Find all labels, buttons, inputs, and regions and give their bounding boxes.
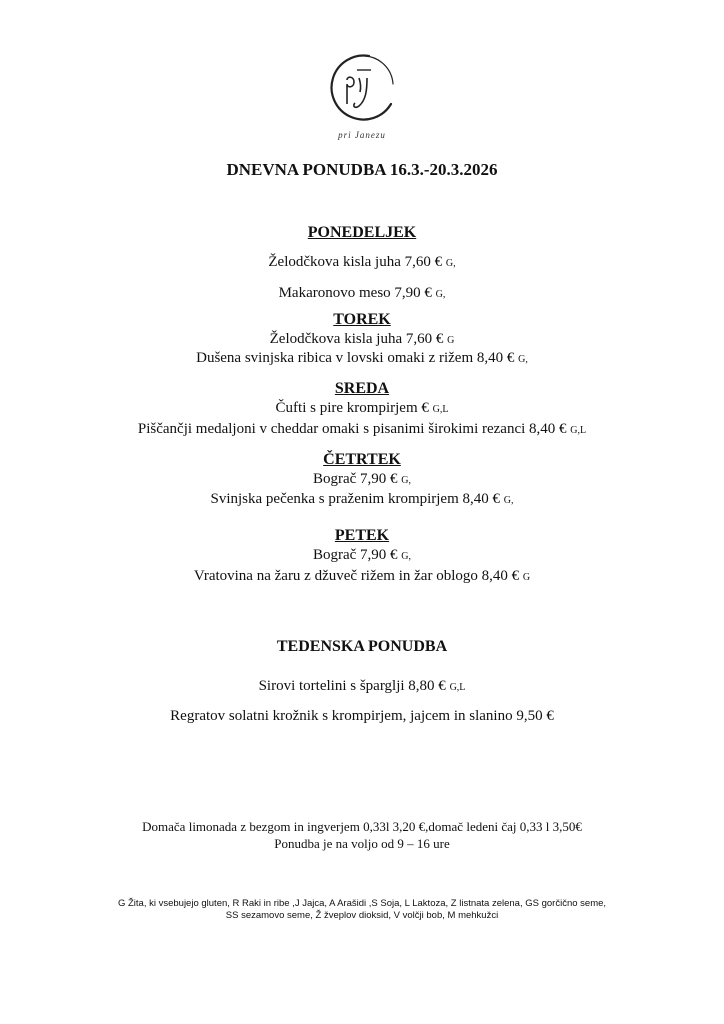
menu-item: Piščančji medaljoni v cheddar omaki s pisanimi širokimi rezanci 8,40 € G,L: [137, 421, 587, 437]
menu-item: Dušena svinjska ribica v lovski omaki z rižem 8,40 € G,: [196, 350, 528, 366]
menu-item: Makaronovo meso 7,90 € G,: [278, 285, 446, 301]
menu-item: Bograč 7,90 € G,: [312, 471, 412, 487]
logo-tagline: pri Janezu: [338, 130, 386, 140]
menu-item: Vratovina na žaru z džuveč rižem in žar oblogo 8,40 € G: [193, 568, 531, 584]
day-heading-friday: PETEK: [334, 527, 390, 544]
day-heading-thursday: ČETRTEK: [323, 451, 401, 468]
logo-emblem-icon: [307, 50, 417, 130]
menu-item: Regratov solatni krožnik s krompirjem, jajcem in slanino 9,50 €: [170, 708, 554, 724]
day-heading-wednesday: SREDA: [334, 380, 390, 397]
allergen-legend-line-2: SS sezamovo seme, Ž žveplov dioksid, V volčji bob, M mehkužci: [225, 910, 499, 921]
day-heading-tuesday: TOREK: [333, 311, 391, 328]
restaurant-logo: [0, 50, 724, 150]
menu-item: Čufti s pire krompirjem € G,L: [275, 400, 449, 416]
day-heading-monday: PONEDELJEK: [307, 224, 417, 241]
menu-item: Sirovi tortelini s šparglji 8,80 € G,L: [258, 678, 466, 694]
menu-item: Želodčkova kisla juha 7,60 € G: [269, 331, 455, 347]
menu-item: Želodčkova kisla juha 7,60 € G,: [268, 254, 456, 270]
drinks-note: Domača limonada z bezgom in ingverjem 0,33l 3,20 €,domač ledeni čaj 0,33 l 3,50€: [142, 819, 582, 834]
weekly-offer-heading: TEDENSKA PONUDBA: [276, 638, 448, 655]
menu-item: Bograč 7,90 € G,: [312, 547, 412, 563]
hours-note: Ponudba je na voljo od 9 – 16 ure: [274, 836, 450, 851]
page-title: DNEVNA PONUDBA 16.3.-20.3.2026: [226, 160, 498, 179]
allergen-legend-line-1: G Žita, ki vsebujejo gluten, R Raki in ribe ,J Jajca, A Arašidi ,S Soja, L Laktoza, Z listnata zelena, GS gorčično seme,: [117, 898, 607, 909]
menu-item: Svinjska pečenka s praženim krompirjem 8,40 € G,: [210, 491, 514, 507]
